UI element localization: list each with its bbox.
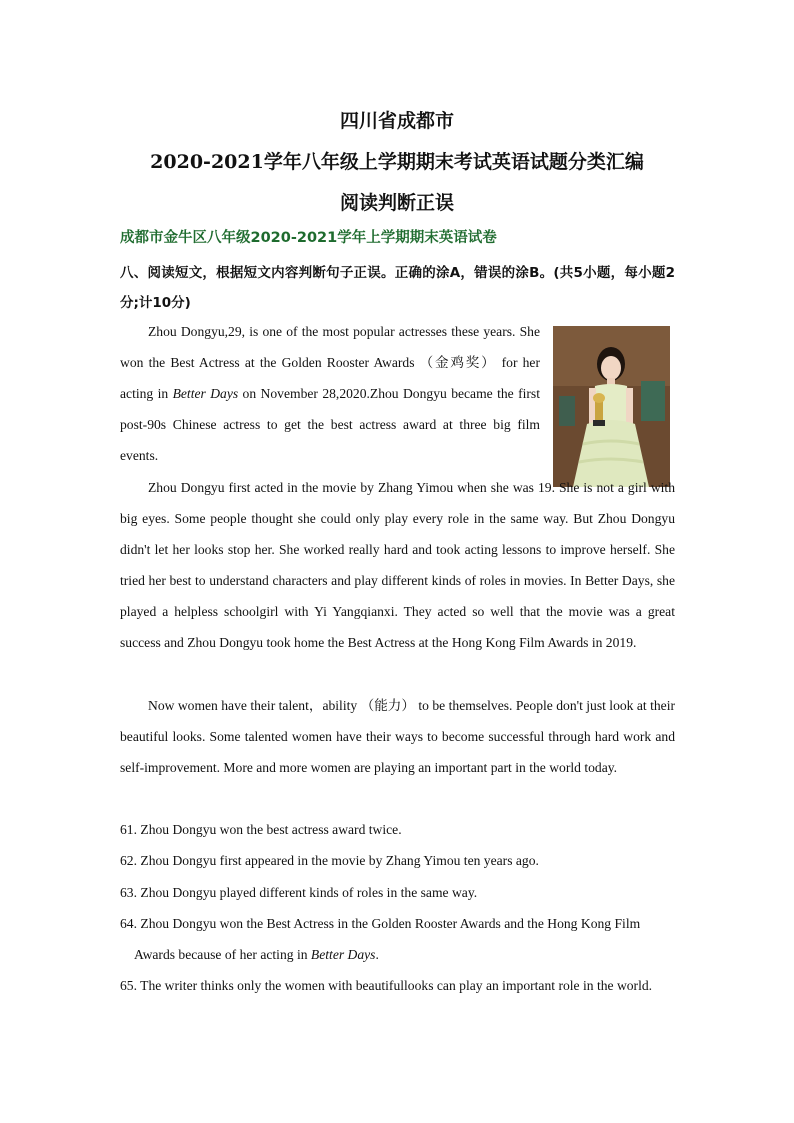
instructions: 八、阅读短文，根据短文内容判断句子正误。正确的涂A，错误的涂B。(共5小题，每小题2分;计10分) [120,265,675,311]
question-65: 65. The writer thinks only the women with beautifullooks can play an important role in the world. [120,978,653,993]
document-title-exam: 2020-2021学年八年级上学期期末考试英语试题分类汇编 [150,151,644,173]
question-64-line2 [120,939,680,970]
document-title-region: 四川省成都市 [339,110,454,132]
question-62: 62. Zhou Dongyu first appeared in the movie by Zhang Yimou ten years ago. [120,853,539,868]
passage-p1-text-end: on November 28,2020.Zhou Dongyu became the first post-90s Chinese actress to get the best actress award at three big film events. [120,386,540,463]
question-64-movie-title: Better Days [310,947,376,962]
question-64-period: . [375,947,379,962]
question-61: 61. Zhou Dongyu won the best actress award twice. [120,822,402,837]
passage-p1-text: Zhou Dongyu,29, is one of the most popular actresses these years. She won the Best Actress at the Golden Rooster Awards （金鸡奖） for her acting in [120,324,540,401]
question-63: 63. Zhou Dongyu played different kinds of roles in the same way. [120,885,478,900]
passage-paragraph-1 [120,316,540,471]
passage-paragraph-2: Zhou Dongyu first acted in the movie by Zhang Yimou when she was 19. She is not a girl with big eyes. Some people thought she could only play every role in the same way. But Zhou Dongyu didn't let her looks stop her. She worked really hard and took acting lessons to improve herself. She tried her best to understand characters and play different kinds of roles in movies. In Better Days, she played a helpless schoolgirl with Yi Yangqianxi. They acted so well that the movie was a great success and Zhou Dongyu took home the Best Actress at the Hong Kong Film Awards in 2019. [120,480,675,650]
question-64 [120,908,680,970]
document-title-topic: 阅读判断正误 [339,192,454,214]
passage-paragraph-3: Now women have their talent，ability （能力） to be themselves. People don't just look at their beautiful looks. Some talented women have their ways to become successful through hard work and self-improvement. More and more women are playing an important part in the world today. [120,698,675,775]
movie-title: Better Days [172,386,239,401]
question-64-line1: 64. Zhou Dongyu won the Best Actress in the Golden Rooster Awards and the Hong Kong Film [120,916,641,931]
section-title: 成都市金牛区八年级2020-2021学年上学期期末英语试卷 [120,230,497,246]
actress-photo-icon [553,326,670,487]
question-64-text: Awards because of her acting in [134,947,311,962]
actress-photo [553,326,670,487]
